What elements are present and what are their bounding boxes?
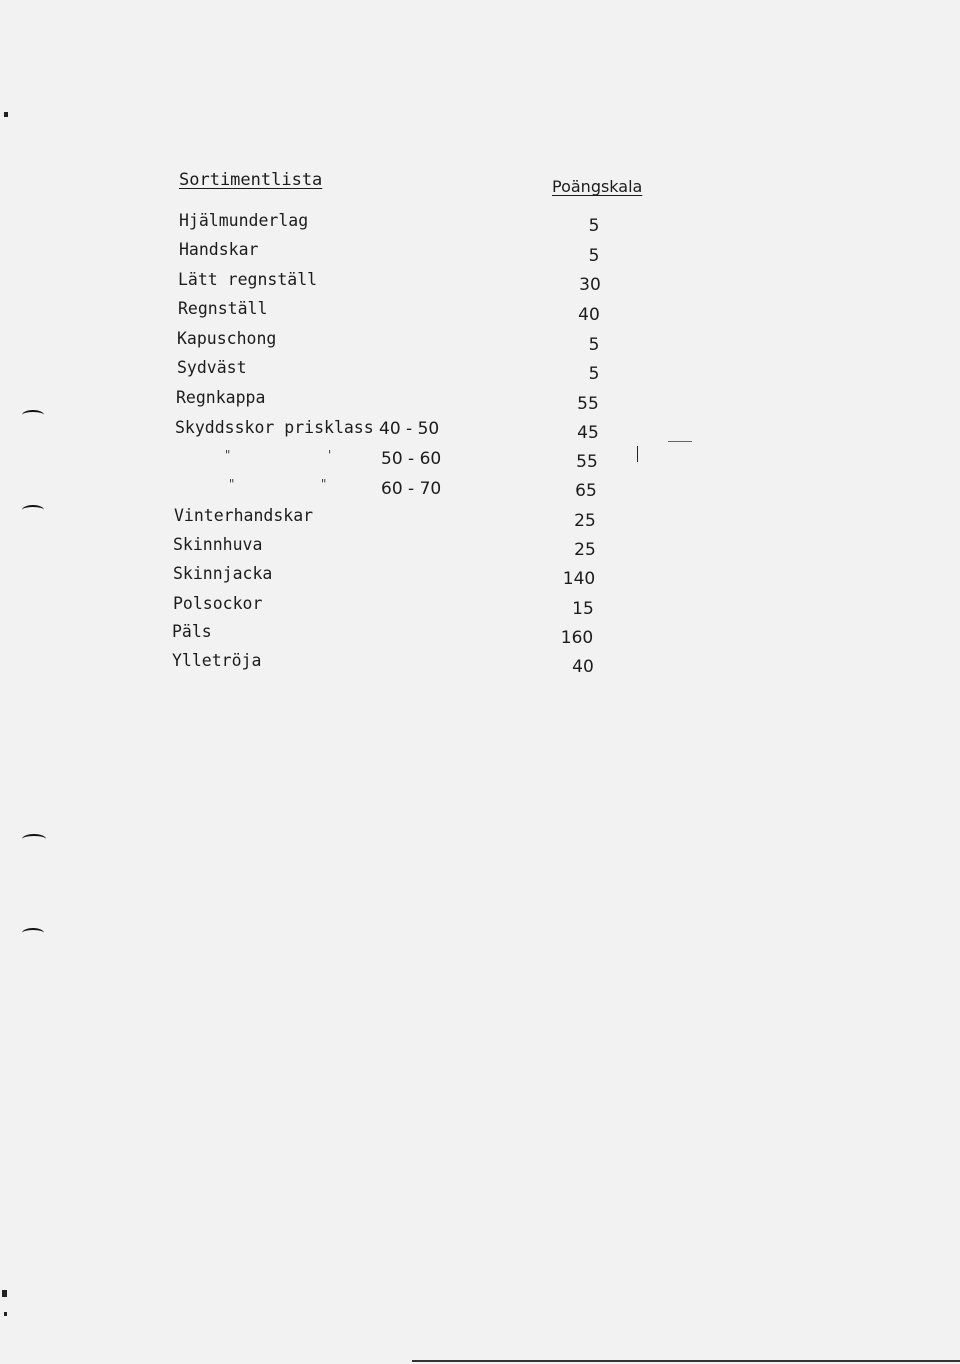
item-name: Skinnhuva: [173, 535, 263, 554]
item-name: Kapuschong: [177, 329, 277, 348]
item-name: Sydväst: [177, 358, 247, 377]
item-name: Skinnjacka: [173, 564, 273, 583]
score-value: 5: [588, 246, 600, 266]
ditto-mark: ': [326, 448, 334, 462]
score-value: 160: [560, 628, 594, 648]
item-name: Lätt regnställ: [178, 270, 318, 289]
item-name: Regnkappa: [176, 388, 266, 407]
item-name: Handskar: [179, 240, 259, 259]
item-name: Skyddsskor prisklass: [175, 418, 374, 437]
score-value: 40: [578, 305, 600, 325]
binder-mark: [22, 410, 44, 420]
binder-mark: [22, 928, 44, 938]
scan-speck: [637, 446, 638, 462]
price-range: 50 - 60: [381, 449, 442, 469]
score-value: 5: [588, 216, 600, 236]
score-value: 30: [579, 275, 601, 295]
score-value: 5: [588, 364, 600, 384]
ditto-mark: ": [320, 477, 328, 491]
score-value: 25: [574, 540, 596, 560]
scan-speck: [4, 112, 8, 117]
item-name: Hjälmunderlag: [179, 211, 309, 230]
score-value: 45: [577, 423, 599, 443]
scan-speck: [668, 441, 692, 442]
score-value: 15: [572, 599, 594, 619]
score-value: 55: [577, 394, 599, 414]
score-value: 25: [574, 511, 596, 531]
bottom-edge-line: [412, 1360, 960, 1362]
score-value: 140: [562, 569, 596, 589]
item-name: Regnställ: [178, 299, 268, 318]
score-value: 55: [576, 452, 598, 472]
binder-mark: [22, 505, 44, 515]
sortiment-list-heading: Sortimentlista: [179, 170, 323, 190]
ditto-mark: ": [228, 477, 236, 491]
score-value: 5: [588, 335, 600, 355]
scan-speck: [4, 1312, 7, 1316]
item-name: Päls: [172, 622, 212, 641]
binder-mark: [22, 834, 46, 844]
price-range: 40 - 50: [379, 419, 440, 439]
price-range: 60 - 70: [381, 479, 442, 499]
item-name: Ylletröja: [172, 651, 262, 670]
score-value: 40: [572, 657, 594, 677]
score-value: 65: [575, 481, 597, 501]
item-name: Vinterhandskar: [174, 506, 314, 525]
ditto-mark: ": [224, 448, 232, 462]
item-name: Polsockor: [173, 594, 263, 613]
score-scale-heading: Poängskala: [552, 177, 643, 196]
scan-speck: [2, 1290, 7, 1297]
